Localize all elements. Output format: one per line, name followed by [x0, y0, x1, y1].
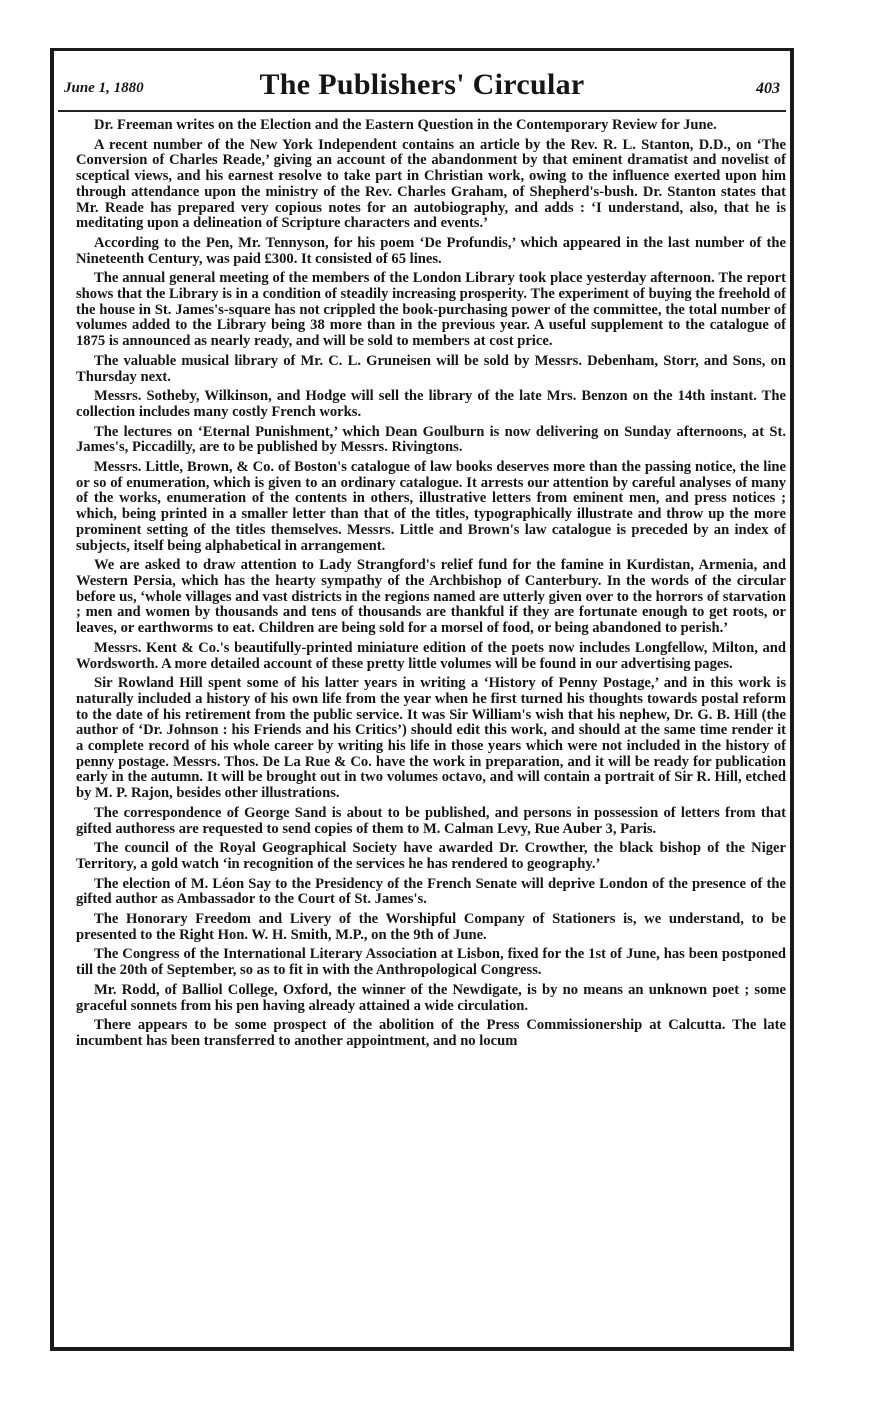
paragraph-tennyson: According to the Pen, Mr. Tennyson, for his poem ‘De Profundis,’ which appeared in the last number of the Nineteenth Century, was paid £300. It consisted of 65 lines.: [76, 234, 786, 267]
paragraph-lisbon-congress: The Congress of the International Literary Association at Lisbon, fixed for the 1st of June, has been postponed till the 20th of September, so as to fit in with the Anthropological Congress.: [76, 946, 786, 979]
page-border-top: [50, 48, 794, 51]
page-border-bottom: [50, 1347, 794, 1351]
page-header: [58, 60, 786, 110]
paragraph-leon-say: The election of M. Léon Say to the Presidency of the French Senate will deprive London of the presence of the gifted author as Ambassador to the Court of St. James's.: [76, 875, 786, 908]
paragraph-sotheby: Messrs. Sotheby, Wilkinson, and Hodge will sell the library of the late Mrs. Benzon on the 14th instant. The collection includes many costly French works.: [76, 388, 786, 420]
paragraph-little-brown: Messrs. Little, Brown, & Co. of Boston's catalogue of law books deserves more than the passing notice, the line or so of enumeration, which is given to an ordinary catalogue. It arrests our attention by careful analyses of many of the works, enumeration of the contents in others, illustrative letters from eminent men, and press notices ; which, being printed in a smaller letter than that of the titles, typographically illustrate and throw up the more prominent setting of the titles themselves. Messrs. Little and Brown's law catalogue is preceded by an index of subjects, itself being alphabetical in arrangement.: [76, 459, 786, 554]
paragraph-rodd: Mr. Rodd, of Balliol College, Oxford, the winner of the Newdigate, is by no means an unknown poet ; some graceful sonnets from his pen having already attained a wide circulation.: [76, 981, 786, 1014]
paragraph-george-sand: The correspondence of George Sand is about to be published, and persons in possession of letters from that gifted authoress are requested to send copies of them to M. Calman Levy, Rue Auber 3, Paris.: [76, 804, 786, 837]
article-body: [76, 118, 786, 1054]
paragraph-charles-reade: A recent number of the New York Independent contains an article by the Rev. R. L. Stanton, D.D., on ‘The Conversion of Charles Reade,’ giving an account of the abandonment by that eminent dramatist and novelist of sceptical views, and his earnest resolve to take part in Christian work, owing to the influence exerted upon him through attendance upon the ministry of the Rev. Charles Graham, of Shepherd's-bush. Dr. Stanton states that Mr. Reade has prepared very copious notes for an autobiography, and adds : ‘I understand, also, that he is meditating upon a delineation of Scripture characters and events.’: [76, 136, 786, 232]
paragraph-freeman: Dr. Freeman writes on the Election and the Eastern Question in the Contemporary Review for June.: [94, 117, 717, 133]
paragraph-calcutta: There appears to be some prospect of the abolition of the Press Commissionership at Calcutta. The late incumbent has been transferred to another appointment, and no locum: [76, 1017, 786, 1049]
page-border-left: [50, 48, 54, 1350]
publication-title: The Publishers' Circular: [259, 68, 585, 101]
paragraph-gruneisen: The valuable musical library of Mr. C. L. Gruneisen will be sold by Messrs. Debenham, Storr, and Sons, on Thursday next.: [76, 352, 786, 385]
paragraph-kent: Messrs. Kent & Co.'s beautifully-printed miniature edition of the poets now includes Longfellow, Milton, and Wordsworth. A more detailed account of these pretty little volumes will be found in our advertising pages.: [76, 639, 786, 672]
paragraph-strangford: We are asked to draw attention to Lady Strangford's relief fund for the famine in Kurdistan, Armenia, and Western Persia, which has the hearty sympathy of the Archbishop of Canterbury. In the words of the circular before us, ‘whole villages and vast districts in the regions named are utterly given over to the horrors of starvation ; men and women by thousands and tens of thousands are thankful if they are fortunate enough to get roots, or leaves, or earthworms to eat. Children are being sold for a morsel of food, or being abandoned to perish.’: [76, 557, 786, 637]
paragraph-goulburn: The lectures on ‘Eternal Punishment,’ which Dean Goulburn is now delivering on Sunday afternoons, at St. James's, Piccadilly, are to be published by Messrs. Rivingtons.: [76, 423, 786, 456]
paragraph-rowland-hill: Sir Rowland Hill spent some of his latter years in writing a ‘History of Penny Postage,’ and in this work is naturally included a history of his own life from the year when he first turned his thoughts towards postal reform to the date of his retirement from the public service. It was Sir William's wish that his nephew, Dr. G. B. Hill (the author of ‘Dr. Johnson : his Friends and his Critics’) should edit this work, and should at the same time render it a complete record of his whole career by writing his life in those years which were not included in the history of penny postage. Messrs. Thos. De La Rue & Co. have the work in preparation, and it will be ready for publication early in the autumn. It will be brought out in two volumes octavo, and will contain a portrait of Sir R. Hill, etched by M. P. Rajon, besides other illustrations.: [76, 675, 786, 802]
page-number: 403: [756, 80, 780, 97]
page-border-right: [790, 48, 794, 1350]
issue-date: June 1, 1880: [64, 80, 144, 96]
paragraph-london-library: The annual general meeting of the members of the London Library took place yesterday afternoon. The report shows that the Library is in a condition of steadily increasing prosperity. The experiment of buying the freehold of the house in St. James's-square has not crippled the book-purchasing power of the committee, the total number of volumes added to the Library being 38 more than in the previous year. A useful supplement to the catalogue of 1875 is announced as nearly ready, and will be sold to members at cost price.: [76, 270, 786, 350]
header-rule: [58, 110, 786, 112]
paragraph-stationers: The Honorary Freedom and Livery of the Worshipful Company of Stationers is, we understand, to be presented to the Right Hon. W. H. Smith, M.P., on the 9th of June.: [76, 911, 786, 943]
paragraph-crowther: The council of the Royal Geographical Society have awarded Dr. Crowther, the black bishop of the Niger Territory, a gold watch ‘in recognition of the services he has rendered to geography.’: [76, 840, 786, 872]
